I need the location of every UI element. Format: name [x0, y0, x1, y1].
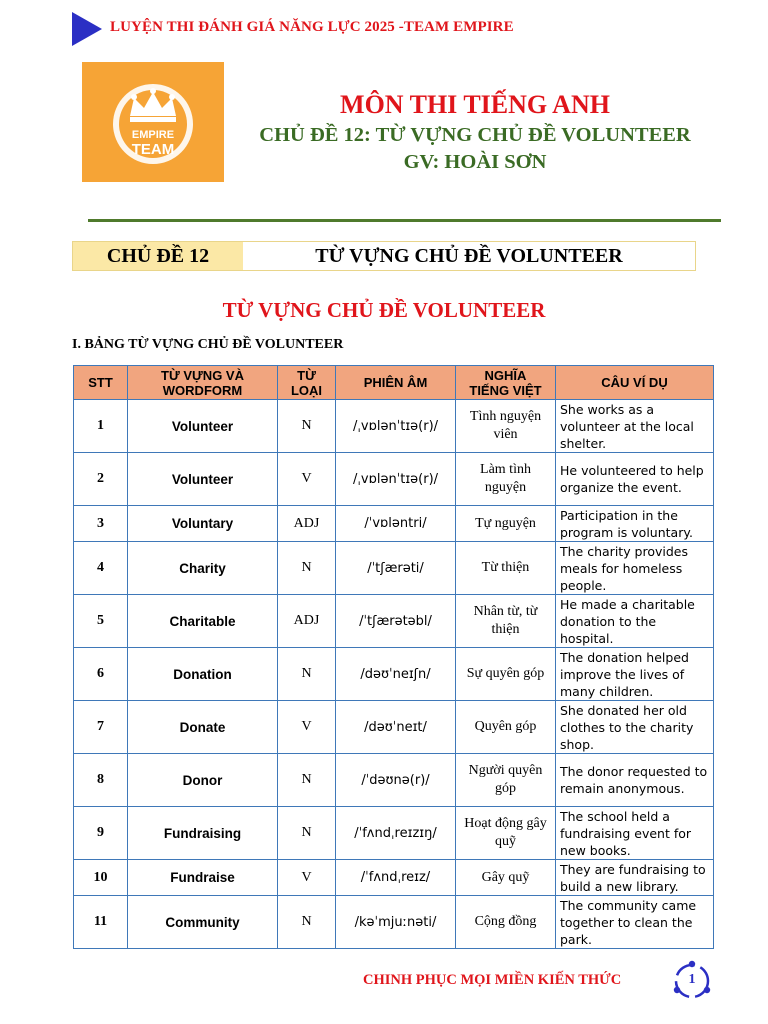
row-word: Fundraise	[128, 860, 278, 896]
row-stt: 3	[74, 506, 128, 542]
logo-line2: TEAM	[131, 141, 175, 158]
row-example: She works as a volunteer at the local shelter.	[556, 400, 714, 453]
row-meaning: Tình nguyện viên	[456, 400, 556, 453]
row-meaning: Nhân từ, từ thiện	[456, 595, 556, 648]
row-word: Voluntary	[128, 506, 278, 542]
row-meaning: Tự nguyện	[456, 506, 556, 542]
row-stt: 4	[74, 542, 128, 595]
row-word: Donor	[128, 754, 278, 807]
teacher-name: GV: HOÀI SƠN	[403, 151, 547, 173]
table-row	[74, 701, 714, 754]
row-example: The charity provides meals for homeless people.	[556, 542, 714, 595]
topic-box-title: TỪ VỰNG CHỦ ĐỀ VOLUNTEER	[243, 242, 695, 270]
row-part-of-speech: ADJ	[278, 595, 336, 648]
row-example: He volunteered to help organize the event.	[556, 453, 714, 506]
row-ipa: /ˈtʃærəti/	[336, 542, 456, 595]
section-title: TỪ VỰNG CHỦ ĐỀ VOLUNTEER	[222, 298, 546, 322]
header-meaning: NGHĨA TIẾNG VIỆT	[456, 366, 556, 400]
header-example: CÂU VÍ DỤ	[556, 366, 714, 400]
row-meaning: Làm tình nguyện	[456, 453, 556, 506]
row-part-of-speech: V	[278, 701, 336, 754]
row-example: Participation in the program is voluntary.	[556, 506, 714, 542]
table-row	[74, 754, 714, 807]
row-part-of-speech: N	[278, 807, 336, 860]
row-ipa: /ˈdəʊnə(r)/	[336, 754, 456, 807]
row-example: They are fundraising to build a new library.	[556, 860, 714, 896]
row-ipa: /kəˈmjuːnəti/	[336, 896, 456, 949]
row-ipa: /ˈvɒləntri/	[336, 506, 456, 542]
row-word: Community	[128, 896, 278, 949]
row-stt: 7	[74, 701, 128, 754]
row-example: The school held a fundraising event for new books.	[556, 807, 714, 860]
row-stt: 9	[74, 807, 128, 860]
table-row	[74, 896, 714, 949]
row-word: Volunteer	[128, 400, 278, 453]
table-row	[74, 506, 714, 542]
sub-title: I. BẢNG TỪ VỰNG CHỦ ĐỀ VOLUNTEER	[72, 337, 344, 352]
row-meaning: Cộng đồng	[456, 896, 556, 949]
table-row	[74, 542, 714, 595]
row-example: The donation helped improve the lives of many children.	[556, 648, 714, 701]
row-ipa: /dəʊˈneɪt/	[336, 701, 456, 754]
row-example: He made a charitable donation to the hospital.	[556, 595, 714, 648]
row-ipa: /ˌvɒlənˈtɪə(r)/	[336, 400, 456, 453]
row-stt: 8	[74, 754, 128, 807]
topic-box-number: CHỦ ĐỀ 12	[73, 242, 243, 270]
row-part-of-speech: V	[278, 453, 336, 506]
row-word: Donate	[128, 701, 278, 754]
row-stt: 5	[74, 595, 128, 648]
row-meaning: Người quyên góp	[456, 754, 556, 807]
header-word: TỪ VỰNG VÀ WORDFORM	[128, 366, 278, 400]
header-divider	[88, 219, 721, 222]
row-word: Fundraising	[128, 807, 278, 860]
row-stt: 1	[74, 400, 128, 453]
row-meaning: Hoạt động gây quỹ	[456, 807, 556, 860]
row-ipa: /ˈfʌndˌreɪzɪŋ/	[336, 807, 456, 860]
row-part-of-speech: N	[278, 896, 336, 949]
row-example: She donated her old clothes to the charity shop.	[556, 701, 714, 754]
header-pos: TỪ LOẠI	[278, 366, 336, 400]
subject-title: MÔN THI TIẾNG ANH	[340, 90, 610, 119]
row-meaning: Gây quỹ	[456, 860, 556, 896]
row-meaning: Từ thiện	[456, 542, 556, 595]
row-part-of-speech: N	[278, 400, 336, 453]
row-example: The donor requested to remain anonymous.	[556, 754, 714, 807]
table-row	[74, 400, 714, 453]
row-ipa: /dəʊˈneɪʃn/	[336, 648, 456, 701]
footer-slogan: CHINH PHỤC MỌI MIỀN KIẾN THỨC	[363, 972, 622, 988]
table-row	[74, 595, 714, 648]
vocabulary-table	[73, 365, 714, 949]
logo-line1: EMPIRE	[131, 129, 175, 141]
row-example: The community came together to clean the park.	[556, 896, 714, 949]
row-part-of-speech: N	[278, 754, 336, 807]
row-part-of-speech: N	[278, 542, 336, 595]
row-part-of-speech: N	[278, 648, 336, 701]
row-word: Donation	[128, 648, 278, 701]
table-row	[74, 453, 714, 506]
play-arrow-icon	[72, 12, 102, 46]
header-top-title: LUYỆN THI ĐÁNH GIÁ NĂNG LỰC 2025 -TEAM EMPIRE	[110, 19, 514, 35]
row-word: Charity	[128, 542, 278, 595]
table-row	[74, 807, 714, 860]
row-stt: 11	[74, 896, 128, 949]
page-number: 1	[688, 972, 696, 987]
row-stt: 6	[74, 648, 128, 701]
row-meaning: Quyên góp	[456, 701, 556, 754]
table-row	[74, 648, 714, 701]
row-ipa: /ˈtʃærətəbl/	[336, 595, 456, 648]
table-header-row	[74, 366, 714, 400]
row-stt: 2	[74, 453, 128, 506]
header-stt: STT	[74, 366, 128, 400]
row-part-of-speech: ADJ	[278, 506, 336, 542]
topic-heading: CHỦ ĐỀ 12: TỪ VỰNG CHỦ ĐỀ VOLUNTEER	[259, 124, 691, 146]
table-row	[74, 860, 714, 896]
topic-box	[72, 241, 696, 271]
row-ipa: /ˌvɒlənˈtɪə(r)/	[336, 453, 456, 506]
row-stt: 10	[74, 860, 128, 896]
row-part-of-speech: V	[278, 860, 336, 896]
row-meaning: Sự quyên góp	[456, 648, 556, 701]
header-ipa: PHIÊN ÂM	[336, 366, 456, 400]
row-ipa: /ˈfʌndˌreɪz/	[336, 860, 456, 896]
row-word: Charitable	[128, 595, 278, 648]
row-word: Volunteer	[128, 453, 278, 506]
